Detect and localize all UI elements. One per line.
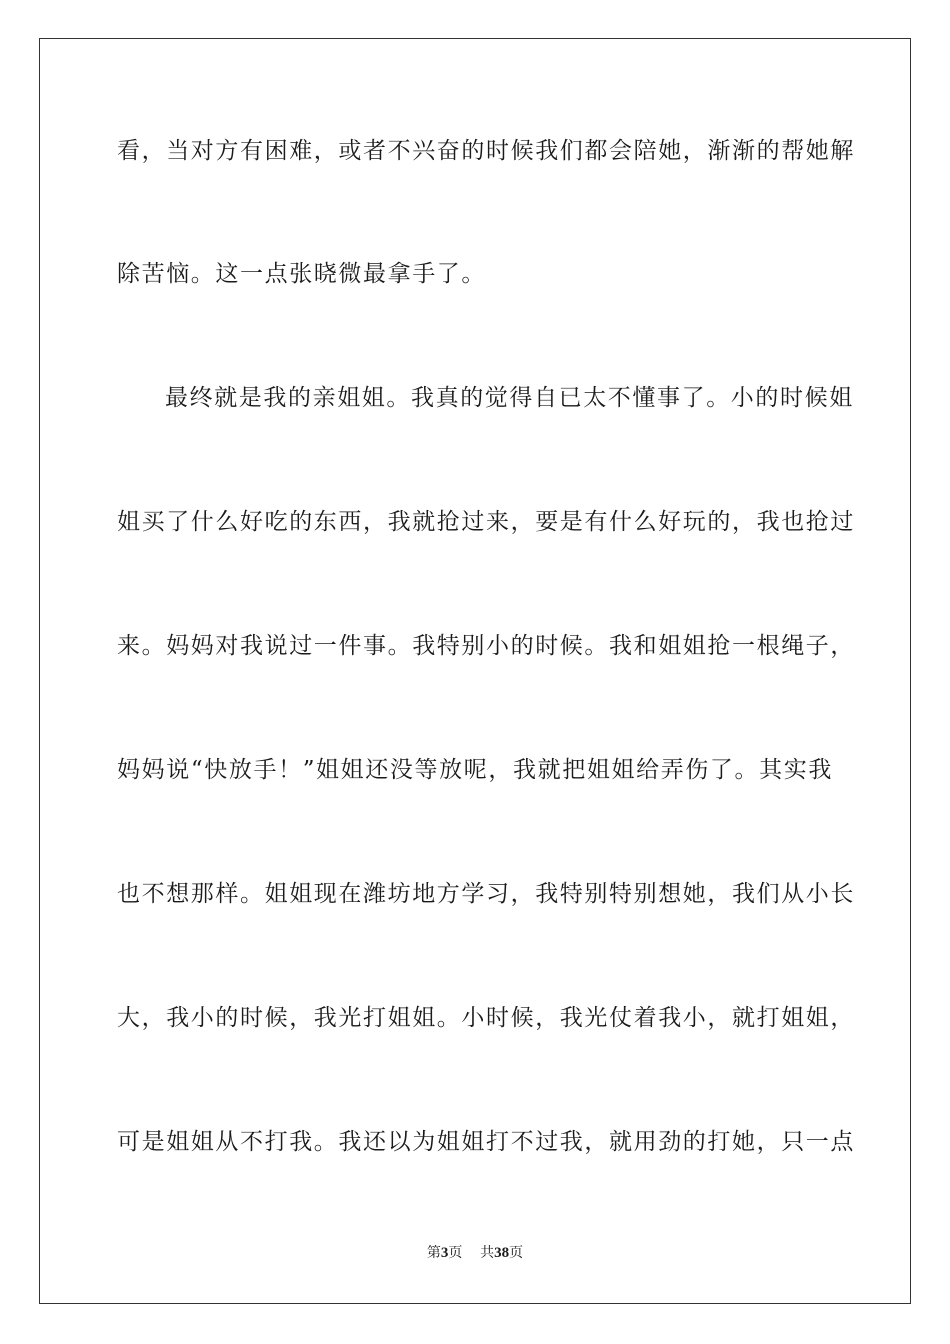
total-pages: 38 <box>494 1245 510 1261</box>
total-label-suffix: 页 <box>509 1245 524 1261</box>
text-line-2: 除苦恼。这一点张晓微最拿手了。 <box>117 261 486 287</box>
text-line-9: 可是姐姐从不打我。我还以为姐姐打不过我，就用劲的打她，只一点 <box>117 1129 855 1155</box>
page-label-suffix: 页 <box>448 1245 463 1261</box>
text-line-3: 最终就是我的亲姐姐。我真的觉得自已太不懂事了。小的时候姐 <box>165 385 854 411</box>
text-line-5: 来。妈妈对我说过一件事。我特别小的时候。我和姐姐抢一根绳子， <box>117 633 855 659</box>
text-line-4: 姐买了什么好吃的东西，我就抢过来，要是有什么好玩的，我也抢过 <box>117 509 855 535</box>
total-label-prefix: 共 <box>480 1245 495 1261</box>
page-number: 3 <box>440 1245 449 1261</box>
text-line-8: 大，我小的时候，我光打姐姐。小时候，我光仗着我小，就打姐姐， <box>117 1005 855 1031</box>
page-footer <box>0 1244 950 1262</box>
text-line-1: 看，当对方有困难，或者不兴奋的时候我们都会陪她，渐渐的帮她解 <box>117 138 855 164</box>
text-line-7: 也不想那样。姐姐现在潍坊地方学习，我特别特别想她，我们从小长 <box>117 881 855 907</box>
page-border <box>39 38 911 1304</box>
text-line-6: 妈妈说“快放手！”姐姐还没等放呢，我就把姐姐给弄伤了。其实我 <box>117 757 833 783</box>
page-label-prefix: 第 <box>426 1245 441 1261</box>
